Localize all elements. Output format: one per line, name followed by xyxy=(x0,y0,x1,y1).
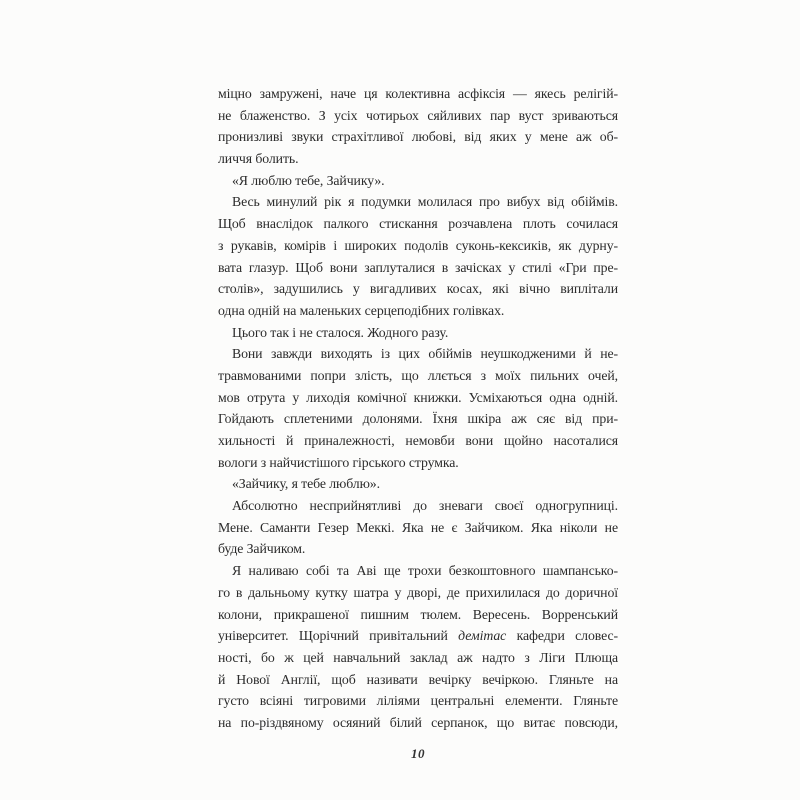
text-line: міцно замружені, наче ця колективна асфіксія — якесь релігій- xyxy=(218,86,618,101)
text-line: Гойдають сплетеними долонями. Їхня шкіра аж сяє від при- xyxy=(218,411,618,427)
text-line: Я наливаю собі та Аві ще трохи безкоштовного шампансько- xyxy=(232,563,618,579)
text-line: Абсолютно несприйнятливі до зневаги своєї одногрупниці. xyxy=(232,498,618,514)
text-segment: кафедри словес- xyxy=(506,628,618,644)
text-line: «Зайчику, я тебе люблю». xyxy=(232,476,380,492)
page-number: 10 xyxy=(411,746,425,761)
text-line xyxy=(218,625,618,647)
text-line: на по-різдвяному осяяний білий серпанок, що витає повсюди, xyxy=(218,714,618,730)
text-line: «Я люблю тебе, Зайчику». xyxy=(232,172,385,188)
text-line: Щоб внаслідок палкого стискання розчавлена плоть сочилася xyxy=(218,216,618,232)
text-line: Вони завжди виходять із цих обіймів неушкодженими й не- xyxy=(232,346,618,362)
text-line: вологи з найчистішого гірського струмка. xyxy=(218,454,459,470)
text-line: вата глазур. Щоб вони заплуталися в зачісках у стилі «Гри пре- xyxy=(218,259,618,275)
text-line: мов отрута у лиходія комічної книжки. Усміхаються одна одній. xyxy=(218,389,618,405)
body-text xyxy=(218,83,618,734)
text-line: одна одній на маленьких серцеподібних голівках. xyxy=(218,302,505,318)
italic-word: демітас xyxy=(458,628,507,644)
text-line: колони, прикрашеної пишним тюлем. Вересень. Ворренський xyxy=(218,606,618,622)
text-line: личчя болить. xyxy=(218,151,299,167)
text-line: хильності й приналежності, немовби вони щойно насоталися xyxy=(218,433,618,448)
text-segment: університет. Щорічний привітальний xyxy=(218,628,459,644)
text-line: Мене. Саманти Гезер Меккі. Яка не є Зайчиком. Яка ніколи не xyxy=(218,519,618,535)
text-line: не блаженство. З усіх чотирьох сяйливих пар вуст зриваються xyxy=(218,107,618,123)
text-line: Весь минулий рік я подумки молилася про вибух від обіймів. xyxy=(232,194,618,210)
text-line: го в дальньому кутку шатра у дворі, де прихилилася до доричної xyxy=(218,584,618,600)
text-line: пронизливі звуки страхітливої любові, від яких у мене аж об- xyxy=(218,129,618,145)
text-line: з рукавів, комірів і широких подолів суконь-кексиків, як дурну- xyxy=(218,237,618,253)
text-line: ності, бо ж цей навчальний заклад аж надто з Ліги Плюща xyxy=(218,649,618,665)
text-line: буде Зайчиком. xyxy=(218,541,306,557)
text-line: столів», задушились у вигадливих косах, які вічно виплітали xyxy=(218,281,618,297)
text-line: Цього так і не сталося. Жодного разу. xyxy=(232,324,449,340)
text-line: травмованими попри злість, що ллється з моїх пильних очей, xyxy=(218,367,618,383)
text-line: й Нової Англії, щоб називати вечірку вечіркою. Гляньте на xyxy=(218,671,618,687)
text-line: густо всіяні тигровими ліліями центральні елементи. Гляньте xyxy=(218,693,618,709)
